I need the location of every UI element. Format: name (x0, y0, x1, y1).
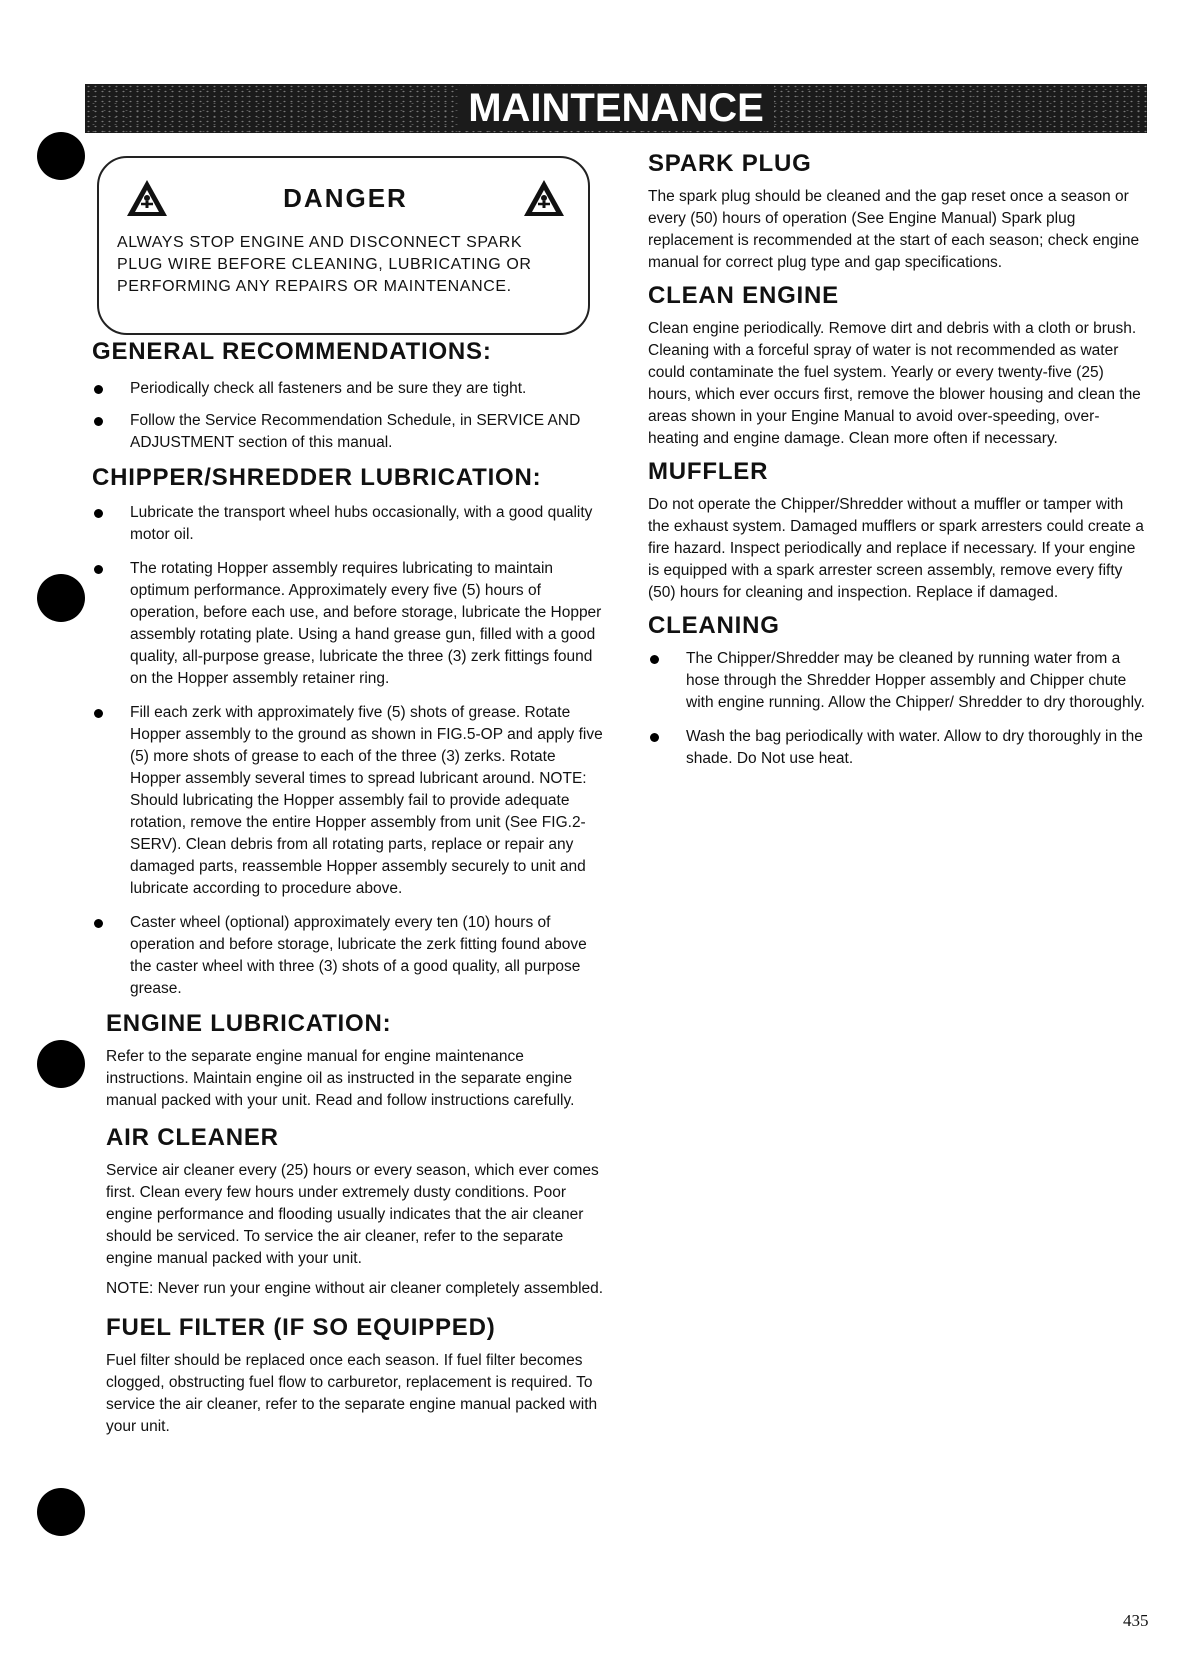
list-item: The rotating Hopper assembly requires lubricating to maintain optimum performance. Approximately every five (5) hours of operation, before each use, and before storage, lubricate the Hopper assembly rotating plate. Using a hand grease gun, filled with a good quality, all-purpose grease, lubricate the three (3) zerk fittings found on the Hopper assembly retainer ring. (92, 558, 604, 690)
section-banner (85, 84, 1147, 133)
page-number: 435 (1123, 1611, 1149, 1630)
danger-header (117, 172, 570, 224)
bullet-icon (650, 655, 659, 664)
binder-hole-icon (37, 1488, 85, 1536)
binder-hole-icon (37, 132, 85, 180)
binder-hole-icon (37, 574, 85, 622)
muffler-text: Do not operate the Chipper/Shredder without a muffler or tamper with the exhaust system. Damaged mufflers or spark arresters could create a fire hazard. Inspect periodically and replace if necessary. If your engine is equipped with a spark arrester screen assembly, remove every fifty (50) hours for cleaning and inspection. Replace if damaged. (648, 496, 1144, 601)
list-item: Follow the Service Recommendation Schedule, in SERVICE AND ADJUSTMENT section of this manual. (92, 410, 604, 454)
list-item: Lubricate the transport wheel hubs occasionally, with a good quality motor oil. (92, 502, 604, 546)
engine-lubrication-text: Refer to the separate engine manual for engine maintenance instructions. Maintain engine oil as instructed in the separate engine manual packed with your unit. Read and follow instructions carefully. (106, 1048, 575, 1109)
bullet-icon (94, 385, 103, 394)
bullet-icon (94, 919, 103, 928)
danger-title: DANGER (283, 182, 408, 213)
bullet-icon (650, 733, 659, 742)
warning-person-icon (522, 178, 566, 218)
bullet-icon (94, 509, 103, 518)
warning-person-icon (125, 178, 169, 218)
chipper-list (92, 502, 604, 1000)
list-item: The Chipper/Shredder may be cleaned by running water from a hose through the Shredder Hopper assembly and Chipper chute with engine running. Allow the Chipper/ Shredder to dry thoroughly. (648, 648, 1148, 714)
cleaning-list (648, 648, 1148, 770)
general-heading: GENERAL RECOMMENDATIONS: (92, 338, 492, 365)
clean-engine-heading: CLEAN ENGINE (648, 282, 839, 309)
fuel-filter-text: Fuel filter should be replaced once each season. If fuel filter becomes clogged, obstructing fuel flow to carburetor, replacement is required. To service the air cleaner, refer to the separate engine manual packed with your unit. (106, 1352, 598, 1435)
danger-text: ALWAYS STOP ENGINE AND DISCONNECT SPARK PLUG WIRE BEFORE CLEANING, LUBRICATING OR PERFORMING ANY REPAIRS OR MAINTENANCE. (117, 234, 532, 295)
air-cleaner-heading: AIR CLEANER (106, 1124, 279, 1151)
chipper-heading: CHIPPER/SHREDDER LUBRICATION: (92, 464, 542, 491)
list-item: Caster wheel (optional) approximately every ten (10) hours of operation and before storage, lubricate the zerk fitting found above the caster wheel with three (3) shots of a good quality, all purpose grease. (92, 912, 604, 1000)
air-cleaner-text: Service air cleaner every (25) hours or every season, which ever comes first. Clean every few hours under extremely dusty conditions. Poor engine performance and flooding usually indicates that the air cleaner should be serviced. To service the air cleaner, refer to the separate engine manual packed with your unit. (106, 1162, 599, 1267)
bullet-icon (94, 709, 103, 718)
bullet-icon (94, 565, 103, 574)
spark-plug-text: The spark plug should be cleaned and the gap reset once a season or every (50) hours of operation (See Engine Manual) Spark plug replacement is recommended at the start of each season; check engine manual for correct plug type and gap specifications. (648, 188, 1140, 271)
muffler-heading: MUFFLER (648, 458, 769, 485)
bullet-icon (94, 417, 103, 426)
list-item: Wash the bag periodically with water. Allow to dry thoroughly in the shade. Do Not use heat. (648, 726, 1148, 770)
general-list (92, 378, 604, 454)
right-column (648, 150, 1148, 770)
banner-title: MAINTENANCE (458, 86, 774, 131)
danger-warning-box (97, 156, 590, 335)
list-item: Fill each zerk with approximately five (5) shots of grease. Rotate Hopper assembly to the ground as shown in FIG.5-OP and apply five (5) more shots of grease to each of the three (3) zerks. Rotate Hopper assembly several times to spread lubricant around. NOTE: Should lubricating the Hopper assembly fail to provide adequate rotation, remove the entire Hopper assembly from unit (See FIG.2-SERV). Clean debris from all rotating parts, replace or repair any damaged parts, reassemble Hopper assembly securely to unit and lubricate according to procedure above. (92, 702, 604, 900)
binder-hole-icon (37, 1040, 85, 1088)
air-cleaner-note: NOTE: Never run your engine without air cleaner completely assembled. (106, 1280, 604, 1297)
clean-engine-text: Clean engine periodically. Remove dirt and debris with a cloth or brush. Cleaning with a forceful spray of water is not recommended as water could contaminate the fuel system. Yearly or every twenty-five (25) hours, which ever occurs first, remove the blower housing and clean the areas shown in your Engine Manual to avoid over-speeding, over-heating and engine damage. Clean more often if necessary. (648, 320, 1141, 447)
list-item: Periodically check all fasteners and be sure they are tight. (92, 378, 604, 400)
cleaning-heading: CLEANING (648, 612, 780, 639)
spark-plug-heading: SPARK PLUG (648, 150, 812, 177)
engine-lubrication-heading: ENGINE LUBRICATION: (106, 1010, 392, 1037)
left-column (92, 338, 604, 1438)
fuel-filter-heading: FUEL FILTER (IF SO EQUIPPED) (106, 1314, 496, 1341)
